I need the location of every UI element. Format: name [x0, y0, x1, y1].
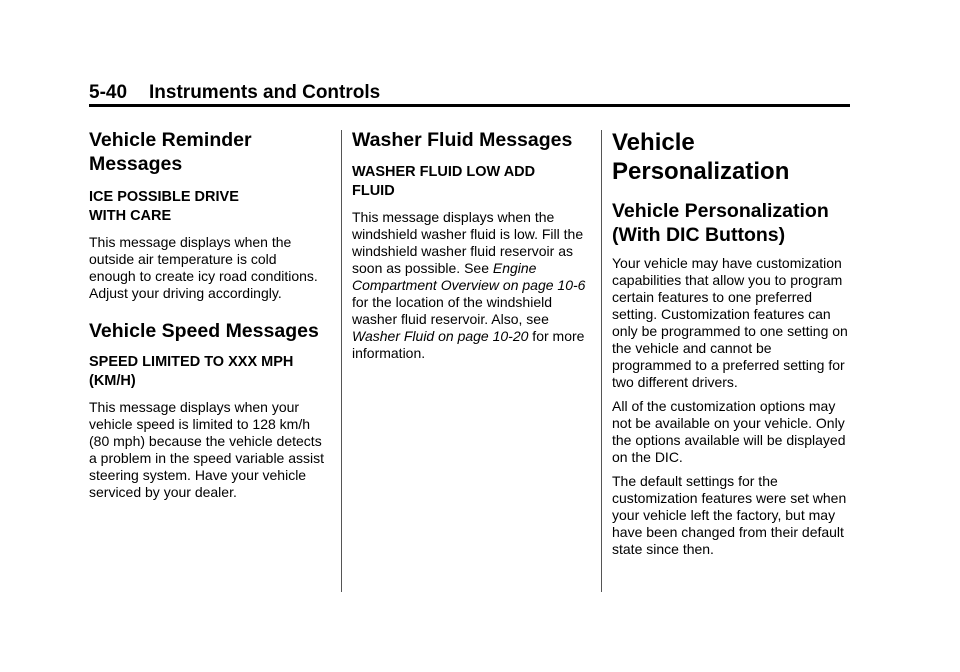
section-title: Instruments and Controls — [149, 82, 381, 103]
column-divider-2 — [601, 130, 602, 592]
reminder-messages-title: Vehicle Reminder Messages — [89, 129, 252, 175]
page-header — [89, 81, 850, 105]
ice-warning-heading-line2: WITH CARE — [89, 208, 172, 224]
washer-messages-title: Washer Fluid Messages — [352, 129, 573, 151]
personalization-dic-buttons-title: Vehicle Personalization (With DIC Buttons) — [612, 200, 829, 246]
personalization-para-2: All of the customization options may not be available on your vehicle. Only the options available will be displayed on the DIC. — [612, 398, 846, 465]
ice-warning-body: This message displays when the outside air temperature is cold enough to create icy road conditions. Adjust your driving accordingly. — [89, 234, 318, 301]
washer-fluid-heading: WASHER FLUID LOW ADD FLUID — [352, 164, 536, 199]
page-number: 5-40 — [89, 82, 128, 103]
washer-fluid-body — [352, 209, 590, 362]
washer-body-text-3: for more information. — [352, 328, 585, 361]
vehicle-personalization-title: Vehicle Personalization — [612, 129, 790, 185]
column-2 — [352, 128, 590, 362]
personalization-para-3: The default settings for the customization features were set when your vehicle left the factory, but may have been changed from their default state since then. — [612, 473, 847, 557]
column-1 — [89, 128, 325, 501]
column-divider-1 — [341, 130, 342, 592]
washer-fluid-reference[interactable]: Washer Fluid on page 10-20 — [352, 328, 529, 344]
personalization-para-1: Your vehicle may have customization capabilities that allow you to program certain features to one preferred setting. Customization features can only be programmed to one setting on the vehicle and cannot be programmed to a preferred setting for two different drivers. — [612, 255, 848, 390]
ice-warning-heading-line1: ICE POSSIBLE DRIVE — [89, 189, 239, 205]
column-3 — [612, 128, 852, 558]
speed-limited-heading: SPEED LIMITED TO XXX MPH (KM/H) — [89, 354, 294, 389]
washer-body-text-2: for the location of the windshield washer fluid reservoir. Also, see — [352, 294, 553, 327]
speed-limited-body: This message displays when your vehicle speed is limited to 128 km/h (80 mph) because the vehicle detects a problem in the speed variable assist steering system. Have your vehicle serviced by your dealer. — [89, 399, 325, 500]
engine-compartment-reference[interactable]: Engine Compartment Overview on page 10-6 — [352, 260, 586, 293]
washer-body-text-1: This message displays when the windshield washer fluid is low. Fill the windshield washer fluid reservoir as soon as possible. See — [352, 209, 584, 276]
speed-messages-title: Vehicle Speed Messages — [89, 320, 319, 342]
header-rule — [89, 104, 850, 107]
